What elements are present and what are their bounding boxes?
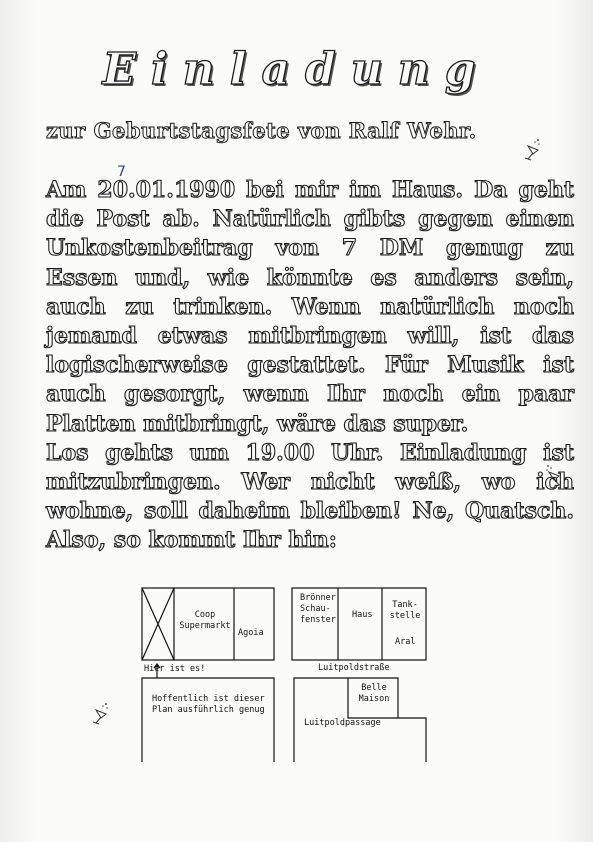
- body-line: Also, so kommt Ihr hin:: [46, 527, 337, 554]
- map-label-belle-maison: Belle Maison: [358, 683, 390, 704]
- map-label-hier: Hier ist es!: [144, 664, 206, 674]
- body-line: wohne, soll daheim bleiben! Ne, Quatsch.: [46, 498, 574, 525]
- body-line: die Post ab. Natürlich gibts gegen einen: [46, 206, 574, 233]
- map-label-passage: Luitpoldpassage: [304, 718, 381, 728]
- map-label-broenner: Brönner Schau- fenster: [300, 593, 336, 625]
- body-line: Am 20.01.1990 bei mir im Haus. Da geht: [46, 177, 574, 203]
- body-line: auch zu trinken. Wenn natürlich noch: [46, 293, 574, 320]
- map-note: Hoffentlich ist dieser Plan ausführlich genug: [152, 694, 265, 715]
- body-line: auch gesorgt, wenn Ihr noch ein paar: [46, 381, 574, 408]
- body-line: Essen und, wie könnte es anders sein,: [46, 264, 574, 291]
- map-label-coop: Coop Supermarkt: [179, 610, 231, 631]
- invitation-title: Einladung: [102, 44, 491, 95]
- handwritten-annotation: 7: [117, 164, 126, 180]
- body-line: Platten mitbringt, wäre das super.: [46, 410, 469, 437]
- map-label-aral: Aral: [395, 637, 416, 647]
- body-line: Unkostenbeitrag von 7 DM genug zu: [46, 235, 574, 262]
- body-line: Los gehts um 19.00 Uhr. Einladung ist: [46, 439, 574, 466]
- body-line: jemand etwas mitbringen will, ist das: [46, 322, 574, 349]
- map-label-agoia: Agoia: [238, 628, 264, 638]
- body-line: logischerweise gestattet. Für Musik ist: [46, 352, 574, 379]
- body-line: mitzubringen. Wer nicht weiß, wo ich: [46, 468, 574, 495]
- invitation-subtitle: zur Geburtstagsfete von Ralf Wehr.: [46, 118, 477, 143]
- map-label-tankstelle: Tank- stelle: [389, 600, 421, 621]
- map-label-haus: Haus: [352, 610, 373, 620]
- map-label-street: Luitpoldstraße: [318, 663, 390, 673]
